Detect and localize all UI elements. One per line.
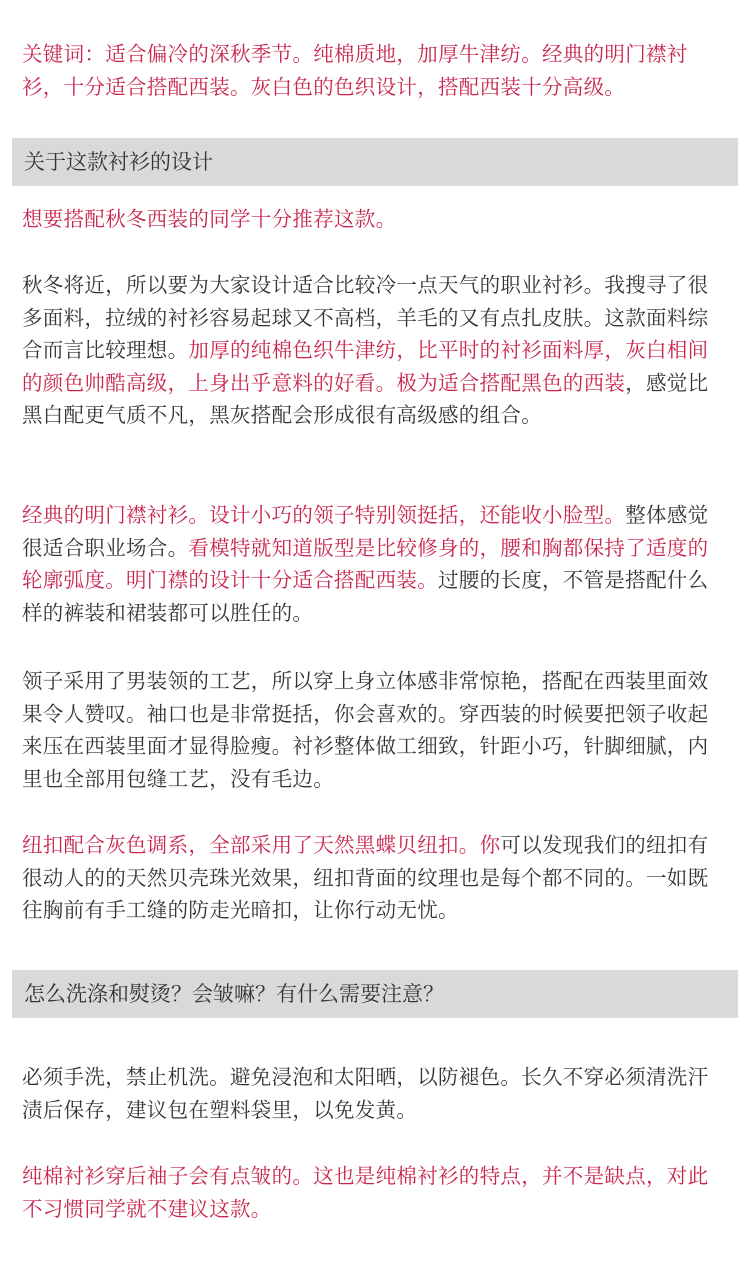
fabric-outro-text: ，感觉比黑白配更气质不凡，黑灰搭配会形成很有高级感的组合。 [22, 370, 709, 427]
paragraph-buttons [22, 829, 726, 927]
paragraph-fabric [22, 269, 726, 432]
paragraph-washing: 必须手洗，禁止机洗。避免浸泡和太阳晒，以防褪色。长久不穿必须清洗汗渍后保存，建议包在塑料袋里，以免发黄。 [22, 1065, 709, 1122]
fit-highlight-text: 看模特就知道版型是比较修身的，腰和胸都保持了适度的轮廓弧度。明门襟的设计十分适合搭配西装。 [22, 535, 709, 592]
fabric-highlight-text: 加厚的纯棉色织牛津纺，比平时的衬衫面料厚，灰白相间的颜色帅酷高级，上身出乎意料的好看。极为适合搭配黑色的西装 [22, 338, 709, 395]
paragraph-placket [22, 499, 726, 629]
section-heading-care: 怎么洗涤和熨烫？会皱嘛？有什么需要注意？ [12, 970, 738, 1018]
section-heading-design: 关于这款衬衫的设计 [12, 138, 738, 186]
placket-highlight-text: 经典的明门襟衬衫。设计小巧的领子特别领挺括，还能收小脸型。 [22, 503, 626, 527]
length-text: 过腰的长度，不管是搭配什么样的裤装和裙装都可以胜任的。 [22, 568, 709, 625]
buttons-highlight-text: 纽扣配合灰色调系，全部采用了天然黑蝶贝纽扣。你 [22, 833, 501, 857]
paragraph-collar: 领子采用了男装领的工艺，所以穿上身立体感非常惊艳，搭配在西装里面效果令人赞叹。袖口也是非常挺括，你会喜欢的。穿西装的时候要把领子收起来压在西装里面才显得脸瘦。衬衫整体做工细致，针距小巧，针脚细腻，内里也全部用包缝工艺，没有毛边。 [22, 669, 709, 791]
buttons-normal-text: 可以发现我们的纽扣有很动人的的天然贝壳珠光效果，纽扣背面的纹理也是每个都不同的。一如既往胸前有手工缝的防走光暗扣，让你行动无忧。 [22, 833, 709, 922]
placket-normal-text: 整体感觉很适合职业场合。 [22, 503, 709, 560]
keywords-paragraph: 关键词：适合偏冷的深秋季节。纯棉质地，加厚牛津纺。经典的明门襟衬衫，十分适合搭配西装。灰白色的色织设计，搭配西装十分高级。 [22, 42, 688, 99]
fabric-intro-text: 秋冬将近，所以要为大家设计适合比较冷一点天气的职业衬衫。我搜寻了很多面料，拉绒的衬衫容易起球又不高档，羊毛的又有点扎皮肤。这款面料综合而言比较理想。 [22, 273, 709, 362]
recommend-line: 想要搭配秋冬西装的同学十分推荐这款。 [22, 207, 397, 231]
paragraph-wrinkle-note: 纯棉衬衫穿后袖子会有点皱的。这也是纯棉衬衫的特点，并不是缺点，对此不习惯同学就不建议这款。 [22, 1164, 709, 1221]
